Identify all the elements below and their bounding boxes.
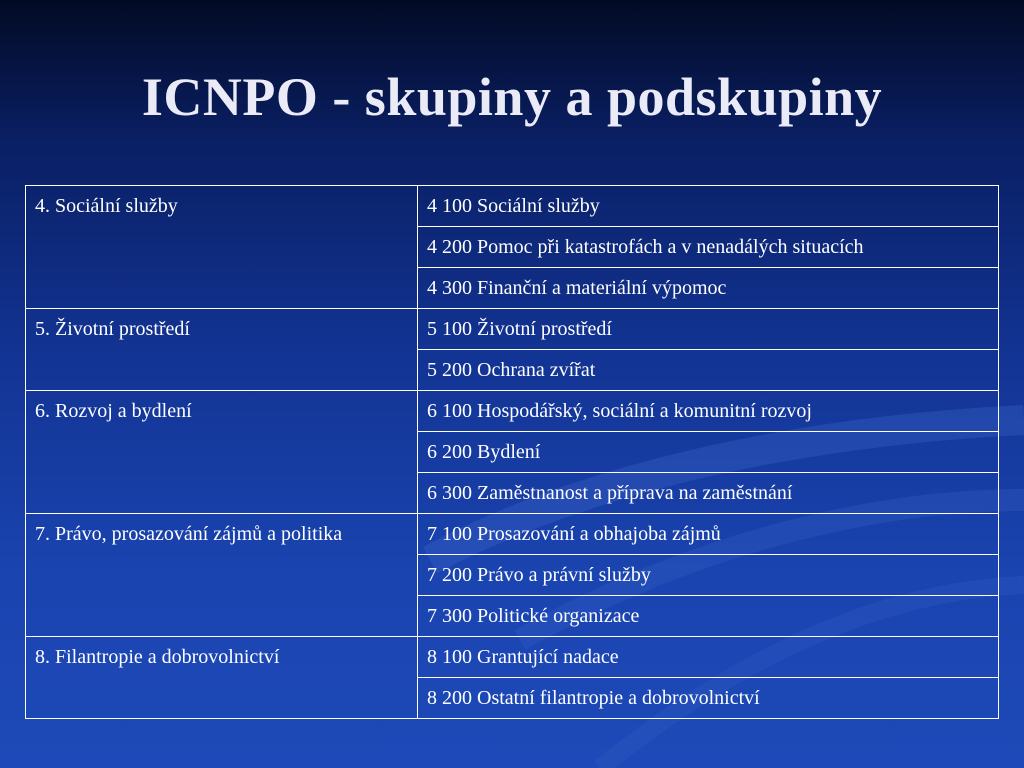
table-row <box>26 637 999 678</box>
subgroup-cell: 6 100 Hospodářský, sociální a komunitní rozvoj <box>418 391 999 432</box>
subgroup-cell: 6 300 Zaměstnanost a příprava na zaměstnání <box>418 473 999 514</box>
table-row <box>26 514 999 555</box>
subgroup-cell: 8 100 Grantující nadace <box>418 637 999 678</box>
subgroup-cell: 7 100 Prosazování a obhajoba zájmů <box>418 514 999 555</box>
group-cell: 5. Životní prostředí <box>26 309 418 391</box>
subgroup-cell: 8 200 Ostatní filantropie a dobrovolnictví <box>418 678 999 719</box>
subgroup-cell: 5 100 Životní prostředí <box>418 309 999 350</box>
group-cell: 7. Právo, prosazování zájmů a politika <box>26 514 418 637</box>
slide-title: ICNPO - skupiny a podskupiny <box>141 67 883 127</box>
group-cell: 8. Filantropie a dobrovolnictví <box>26 637 418 719</box>
table-row <box>26 391 999 432</box>
subgroup-cell: 4 100 Sociální služby <box>418 186 999 227</box>
table-row <box>26 186 999 227</box>
table-row <box>26 309 999 350</box>
subgroup-cell: 4 200 Pomoc při katastrofách a v nenadálých situacích <box>418 227 999 268</box>
subgroup-cell: 5 200 Ochrana zvířat <box>418 350 999 391</box>
group-cell: 4. Sociální služby <box>26 186 418 309</box>
subgroup-cell: 7 200 Právo a právní služby <box>418 555 999 596</box>
subgroup-cell: 6 200 Bydlení <box>418 432 999 473</box>
subgroup-cell: 7 300 Politické organizace <box>418 596 999 637</box>
group-cell: 6. Rozvoj a bydlení <box>26 391 418 514</box>
subgroup-cell: 4 300 Finanční a materiální výpomoc <box>418 268 999 309</box>
icnpo-groups-table <box>25 185 999 719</box>
